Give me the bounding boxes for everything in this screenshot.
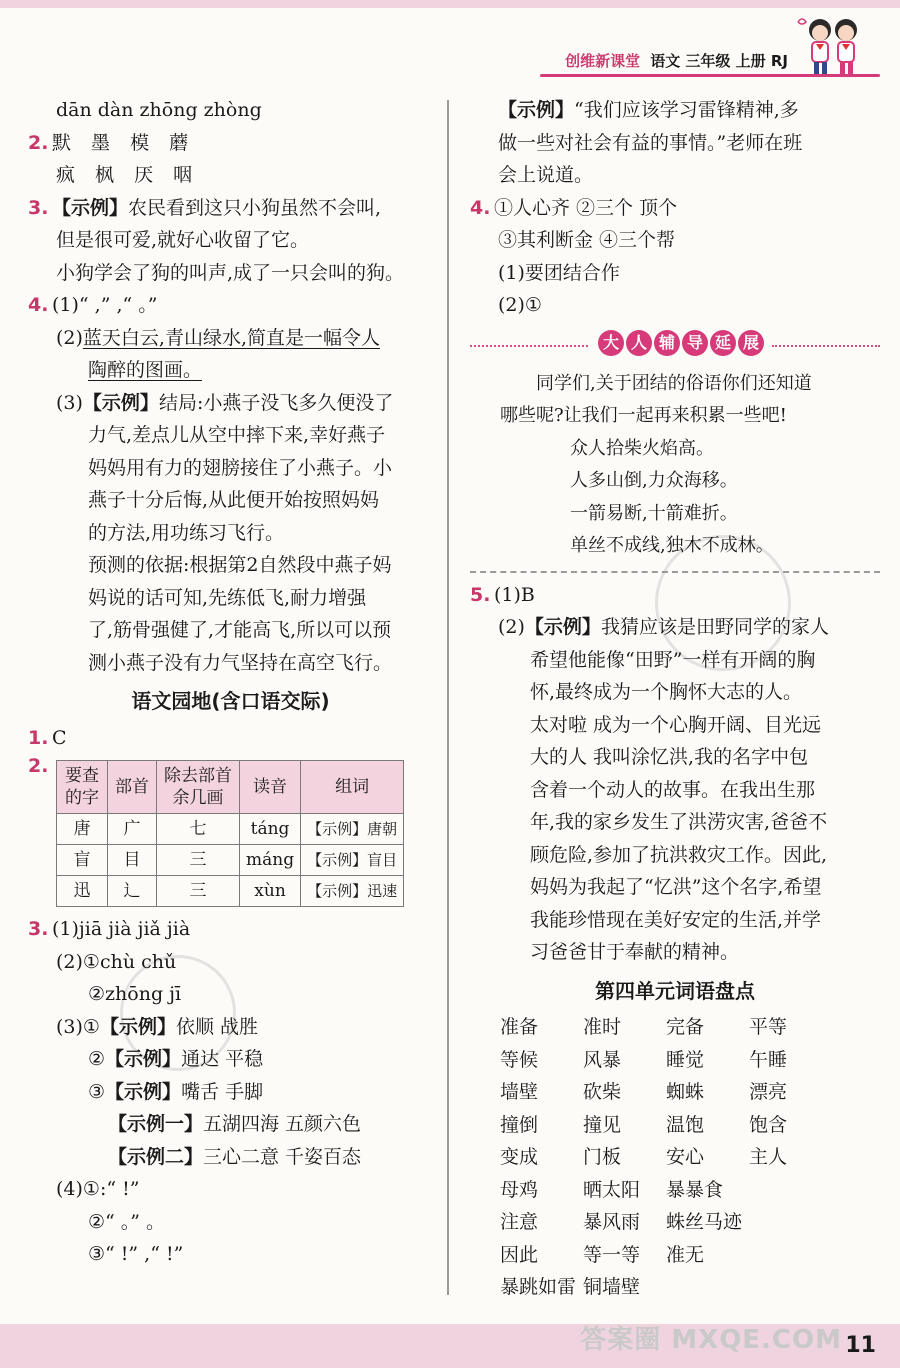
example-label: 【示例】 (82, 391, 159, 414)
word-item: 漂亮 (749, 1081, 788, 1103)
answer-text: 年,我的家乡发生了洪涝灾害,爸爸不 (530, 811, 828, 833)
answer-text: 希望他能像“田野”一样有开阔的胸 (530, 648, 816, 671)
word-item: 风暴 (583, 1048, 622, 1071)
sub-label: (2) (56, 326, 83, 349)
word-item: 准无 (666, 1243, 705, 1266)
sub-label: (3)① (56, 1015, 100, 1038)
word-item: 墙壁 (500, 1081, 539, 1103)
table-cell: 唐 (57, 814, 108, 845)
answer-text: ①人心齐 ②三个 顶个 (494, 196, 678, 219)
example-label: 【示例】 (105, 1080, 182, 1103)
sub-label: (2) (498, 616, 525, 638)
pinyin-line: dān dàn zhōng zhòng (56, 99, 262, 121)
word-item: 晒太阳 (583, 1178, 641, 1201)
answer-text: (1)“ ,” ,“ 。” (52, 294, 158, 316)
word-item: 铜墙壁 (583, 1276, 641, 1298)
proverb: 单丝不成线,独木不成林。 (570, 535, 774, 556)
question-number: 5. (470, 583, 491, 606)
cartoon-kids-icon (792, 12, 872, 78)
word-item: 平等 (749, 1016, 788, 1038)
header-brand (565, 50, 788, 71)
answer-text: 含着一个动人的故事。在我出生那 (530, 778, 816, 801)
answer-text: 太对啦 成为一个心胸开阔、目光远 (530, 713, 822, 736)
top-band (0, 0, 900, 8)
example-label: 【示例】 (498, 99, 575, 121)
answer-text: 我猜应该是田野同学的家人 (600, 616, 829, 638)
proverb: 一箭易断,十箭难折。 (570, 502, 738, 524)
answer-text: 顾危险,参加了抗洪救灾工作。因此, (530, 843, 828, 866)
question-number: 4. (28, 294, 49, 316)
question-number: 2. (28, 755, 49, 777)
sub-label: ③ (88, 1080, 106, 1103)
answer-text: 大的人 我叫涂忆洪,我的名字中包 (530, 746, 809, 768)
table-cell: 【示例】唐朝 (301, 814, 404, 845)
banner-char: 人 (626, 330, 652, 356)
sub-label: ② (88, 1048, 106, 1070)
answer-text: ③“ !” ,“ !” (88, 1243, 184, 1265)
extension-text: 哪些呢?让我们一起再来积累一些吧! (500, 405, 787, 426)
word-item: 变成 (500, 1146, 539, 1168)
answer-text: ③其利断金 ④三个帮 (498, 229, 676, 251)
word-item: 饱含 (749, 1113, 788, 1136)
word-item: 午睡 (749, 1048, 788, 1071)
example-label: 【示例】 (105, 1048, 182, 1070)
table-header: 要查的字 (57, 761, 108, 814)
table-cell: 目 (108, 845, 157, 876)
section-title: 第四单元词语盘点 (595, 978, 755, 1003)
table-cell: 【示例】盲目 (301, 845, 404, 876)
book-info: 语文 三年级 上册 RJ (650, 52, 788, 70)
answer-text: 农民看到这只小狗虽然不会叫, (128, 196, 382, 219)
example-label: 【示例】 (99, 1015, 176, 1038)
word-item: 蜘蛛 (666, 1081, 705, 1103)
word-item: 撞倒 (500, 1113, 539, 1136)
banner-char: 大 (598, 330, 624, 356)
answer-text: 三心二意 千姿百态 (203, 1145, 362, 1168)
table-cell: táng (240, 814, 301, 845)
table-cell: 三 (157, 845, 240, 876)
word-list (500, 1011, 880, 1304)
page-number: 11 (845, 1333, 876, 1358)
answer-text: (1)jiā jià jiǎ jià (52, 918, 191, 940)
answer-text: 嘴舌 手脚 (181, 1080, 264, 1103)
answer-text: 五湖四海 五颜六色 (203, 1113, 362, 1135)
word-item: 温饱 (666, 1113, 705, 1136)
word-item: 注意 (500, 1211, 539, 1233)
table-cell: 广 (108, 814, 157, 845)
table-cell: 辶 (108, 876, 157, 907)
answer-text: 妈妈为我起了“忆洪”这个名字,希望 (530, 876, 822, 898)
extension-banner (470, 326, 880, 366)
word-item: 砍柴 (583, 1081, 622, 1103)
brand-name: 创维新课堂 (565, 52, 641, 70)
underlined-answer: 陶醉的图画。 (88, 359, 203, 381)
table-cell: máng (240, 845, 301, 876)
site-watermark: 答案圈 MXQE.COM (580, 1325, 842, 1355)
table-header: 部首 (108, 761, 157, 814)
table-cell: 【示例】迅速 (301, 876, 404, 907)
answer-text: 会上说道。 (498, 164, 594, 186)
answer-text: (2)①chù chǔ (56, 950, 177, 973)
table-cell: 盲 (57, 845, 108, 876)
word-item: 完备 (666, 1016, 705, 1038)
answer-text: 习爸爸甘于奉献的精神。 (530, 941, 740, 963)
table-cell: xùn (240, 876, 301, 907)
example-label: 【示例】 (52, 196, 129, 219)
word-item: 等一等 (583, 1243, 641, 1266)
answer-text: 默 墨 模 蘑 (52, 131, 189, 154)
answer-text: ②“ 。” 。 (88, 1210, 166, 1233)
banner-char: 展 (738, 330, 764, 356)
word-item: 主人 (749, 1146, 788, 1168)
answer-text: 小狗学会了狗的叫声,成了一只会叫的狗。 (56, 261, 405, 284)
answer-text: ②zhōng jī (88, 983, 182, 1005)
word-item: 暴跳如雷 (500, 1276, 577, 1298)
section-title: 语文园地(含口语交际) (131, 689, 330, 713)
banner-char: 辅 (654, 330, 680, 356)
table-cell: 迅 (57, 876, 108, 907)
banner-tiles (598, 330, 764, 356)
table-header: 读音 (240, 761, 301, 814)
example-label: 【示例一】 (108, 1113, 204, 1135)
answer-text: 燕子十分后悔,从此便开始按照妈妈 (88, 489, 380, 511)
answer-text: (1)B (494, 583, 535, 606)
answer-text: 的方法,用功练习飞行。 (88, 521, 285, 544)
answer-text: 做一些对社会有益的事情。”老师在班 (498, 131, 803, 154)
dashed-separator (470, 571, 880, 573)
banner-char: 导 (682, 330, 708, 356)
question-number: 2. (28, 131, 49, 154)
sub-label: (3) (56, 391, 83, 414)
proverb: 众人拾柴火焰高。 (570, 437, 714, 459)
question-number: 1. (28, 726, 49, 749)
header-rule (540, 74, 880, 77)
answer-text: 疯 枫 厌 咽 (56, 164, 193, 186)
word-item: 撞见 (583, 1113, 622, 1136)
answer-text: 预测的依据:根据第2自然段中燕子妈 (88, 554, 392, 576)
word-item: 因此 (500, 1243, 539, 1266)
table-header: 组词 (301, 761, 404, 814)
character-table (56, 760, 404, 907)
answer-text: 测小燕子没有力气坚持在高空飞行。 (88, 651, 393, 674)
answer-text: 妈妈用有力的翅膀接住了小燕子。小 (88, 456, 393, 479)
example-label: 【示例】 (524, 616, 601, 638)
answer-text: 结局:小燕子没飞多久便没了 (158, 391, 394, 414)
answer-text: 通达 平稳 (181, 1048, 264, 1070)
word-item: 暴风雨 (583, 1211, 641, 1233)
word-item: 准时 (583, 1016, 622, 1038)
word-item: 门板 (583, 1146, 622, 1168)
answer-text: (2)① (498, 294, 542, 316)
question-number: 3. (28, 196, 49, 219)
banner-line (772, 345, 880, 347)
question-number: 3. (28, 918, 49, 940)
proverb: 人多山倒,力众海移。 (570, 470, 738, 491)
answer-text: 了,筋骨强健了,才能高飞,所以可以预 (88, 619, 392, 641)
page-header (560, 10, 880, 80)
answer-text: 依顺 战胜 (175, 1015, 259, 1038)
word-item: 蛛丝马迹 (666, 1211, 743, 1233)
answer-text: (1)要团结合作 (498, 261, 620, 284)
answer-text: 怀,最终成为一个胸怀大志的人。 (530, 681, 803, 703)
table-row (57, 814, 404, 845)
answer-text: (4)①:“ !” (56, 1178, 140, 1200)
table-cell: 七 (157, 814, 240, 845)
right-column (470, 94, 880, 1304)
answer-text: 力气,差点儿从空中摔下来,幸好燕子 (88, 424, 386, 446)
banner-line (470, 345, 588, 347)
answer-text: 我能珍惜现在美好安定的生活,并学 (530, 908, 822, 931)
word-item: 安心 (666, 1146, 705, 1168)
example-label: 【示例二】 (108, 1145, 204, 1168)
word-item: 睡觉 (666, 1048, 705, 1071)
word-item: 暴暴食 (666, 1178, 724, 1201)
banner-char: 延 (710, 330, 736, 356)
table-cell: 三 (157, 876, 240, 907)
extension-text: 同学们,关于团结的俗语你们还知道 (536, 372, 812, 394)
column-divider (447, 100, 449, 1295)
underlined-answer: 蓝天白云,青山绿水,简直是一幅令人 (82, 326, 381, 349)
answer-text: 但是很可爱,就好心收留了它。 (56, 229, 310, 251)
answer-text: C (52, 726, 67, 749)
word-item: 等候 (500, 1048, 539, 1071)
answer-text: 妈说的话可知,先练低飞,耐力增强 (88, 586, 367, 609)
question-number: 4. (470, 196, 491, 219)
answer-text: “我们应该学习雷锋精神,多 (574, 99, 799, 121)
table-row (57, 845, 404, 876)
left-column (28, 94, 433, 1271)
word-item: 准备 (500, 1016, 539, 1038)
table-row (57, 876, 404, 907)
word-item: 母鸡 (500, 1178, 539, 1201)
table-header: 除去部首余几画 (157, 761, 240, 814)
